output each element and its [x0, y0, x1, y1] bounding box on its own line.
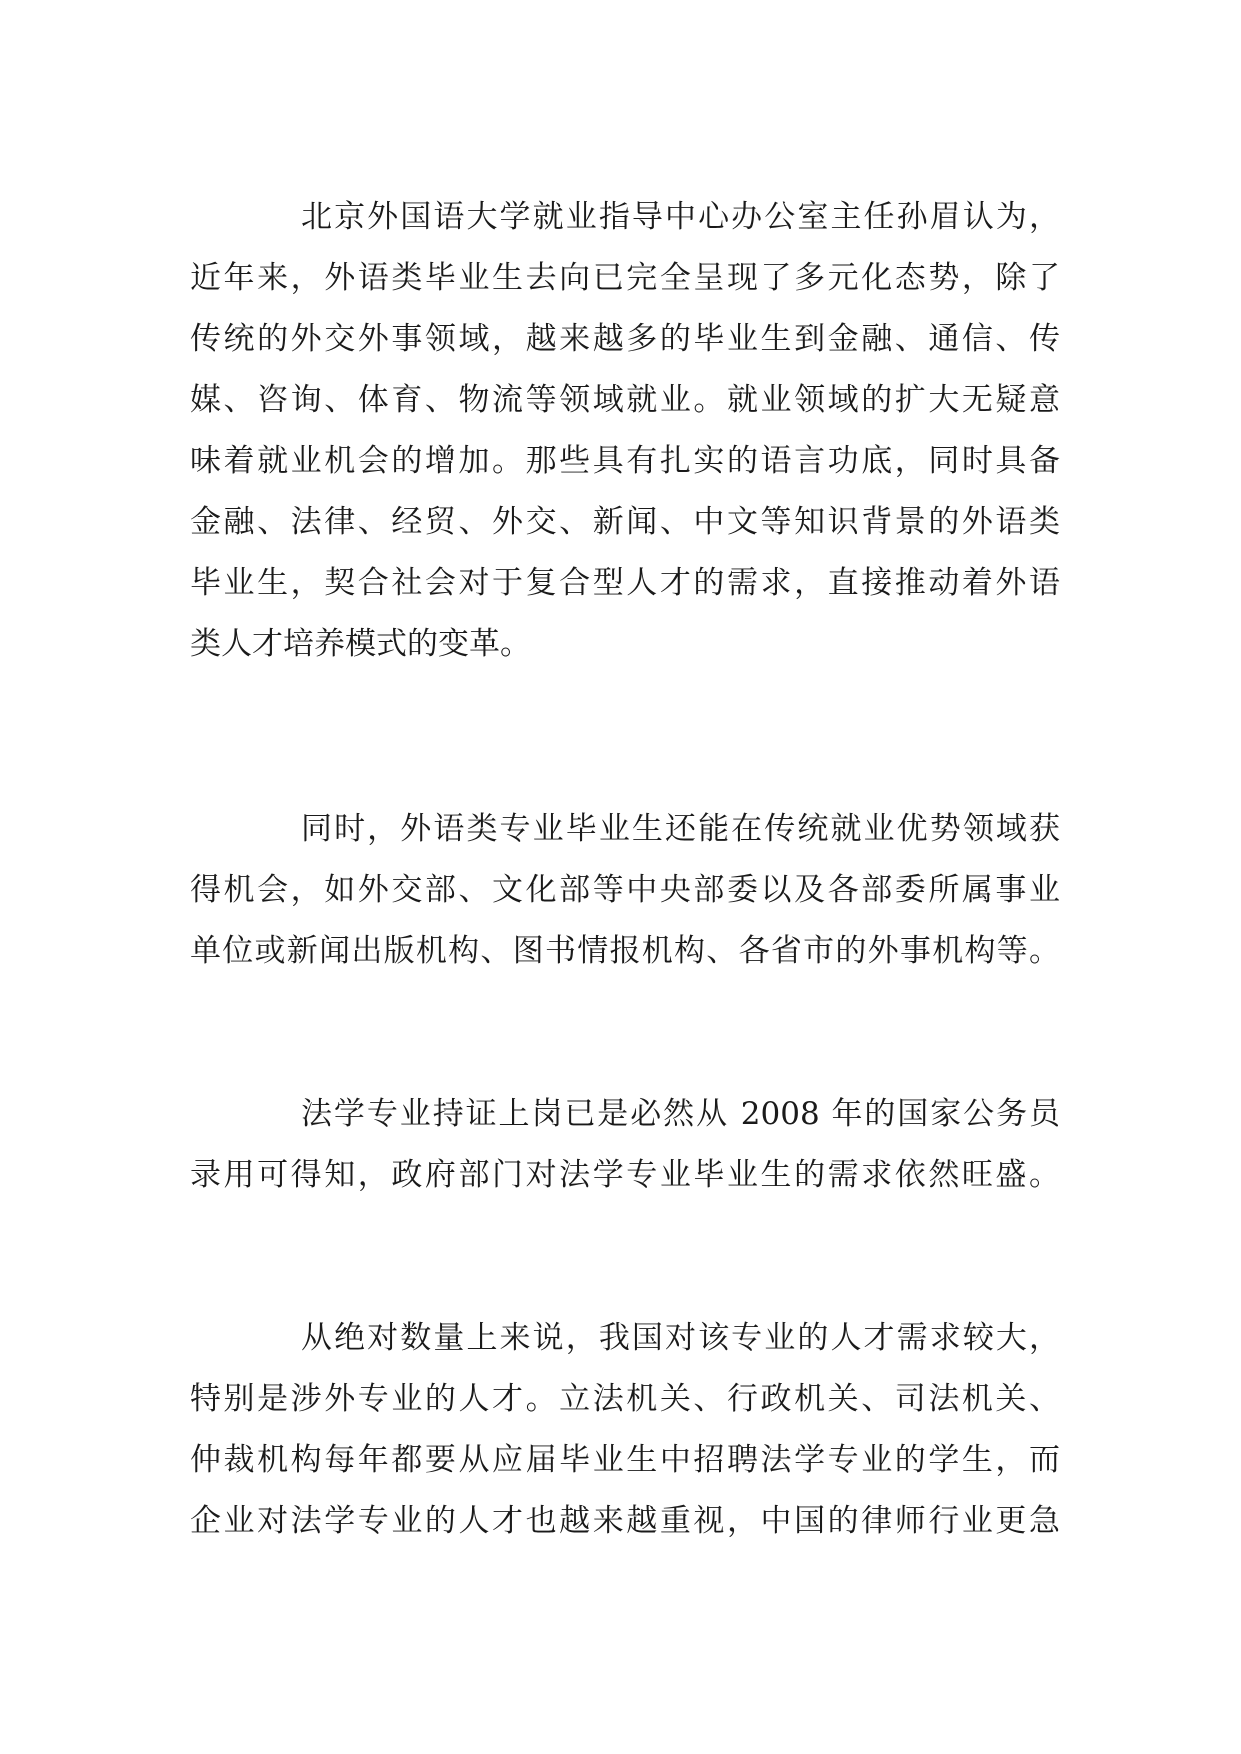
paragraph-foreign-language-graduates [190, 187, 1060, 675]
text-line: 法学专业持证上岗已是必然从 2008 年的国家公务员 [301, 1096, 1060, 1132]
text-line: 得机会，如外交部、文化部等中央部委以及各部委所属事业 [190, 872, 1060, 908]
text-line: 金融、法律、经贸、外交、新闻、中文等知识背景的外语类 [190, 504, 1060, 540]
text-line: 类人才培养模式的变革。 [190, 626, 531, 662]
paragraph-traditional-fields [190, 799, 1060, 982]
text-line: 企业对法学专业的人才也越来越重视，中国的律师行业更急 [190, 1503, 1060, 1539]
text-line: 特别是涉外专业的人才。立法机关、行政机关、司法机关、 [190, 1381, 1060, 1417]
text-line: 毕业生，契合社会对于复合型人才的需求，直接推动着外语 [190, 565, 1060, 601]
text-line: 仲裁机构每年都要从应届毕业生中招聘法学专业的学生，而 [190, 1442, 1060, 1478]
text-line: 北京外国语大学就业指导中心办公室主任孙眉认为， [301, 199, 1060, 235]
text-line: 同时，外语类专业毕业生还能在传统就业优势领域获 [301, 811, 1060, 847]
paragraph-law-talent-demand [190, 1308, 1060, 1552]
paragraph-law-certification [190, 1084, 1060, 1206]
text-line: 单位或新闻出版机构、图书情报机构、各省市的外事机构等。 [190, 933, 1060, 969]
text-line: 传统的外交外事领域，越来越多的毕业生到金融、通信、传 [190, 321, 1060, 357]
text-line: 录用可得知，政府部门对法学专业毕业生的需求依然旺盛。 [190, 1157, 1060, 1193]
text-line: 从绝对数量上来说，我国对该专业的人才需求较大， [301, 1320, 1060, 1356]
text-line: 近年来，外语类毕业生去向已完全呈现了多元化态势，除了 [190, 260, 1060, 296]
text-line: 味着就业机会的增加。那些具有扎实的语言功底，同时具备 [190, 443, 1060, 479]
text-line: 媒、咨询、体育、物流等领域就业。就业领域的扩大无疑意 [190, 382, 1060, 418]
